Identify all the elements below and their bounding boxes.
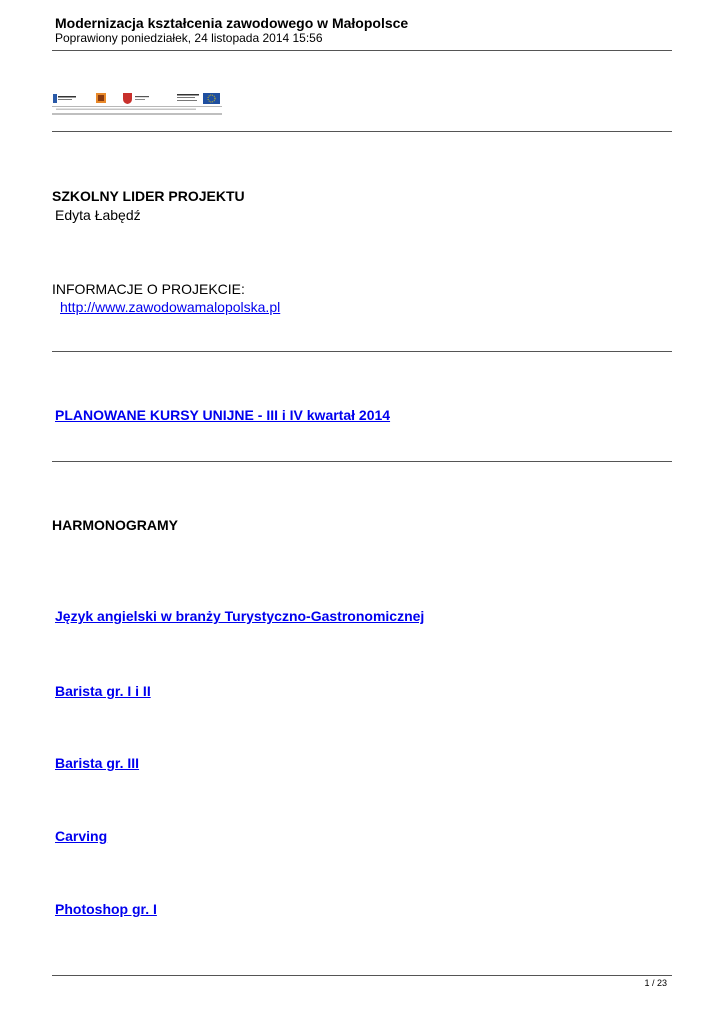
page-number: 1 / 23 bbox=[644, 978, 667, 988]
kapital-ludzki-logo bbox=[53, 94, 76, 103]
project-banner bbox=[52, 90, 222, 116]
planned-courses-link[interactable]: PLANOWANE KURSY UNIJNE - III i IV kwartał 2014 bbox=[55, 407, 391, 423]
banner-divider bbox=[52, 131, 672, 132]
schedule-link-barista-3[interactable]: Barista gr. III bbox=[55, 755, 140, 771]
schedule-link-barista-1-2[interactable]: Barista gr. I i II bbox=[55, 683, 151, 699]
eu-logo bbox=[177, 93, 220, 104]
last-updated: Poprawiony poniedziałek, 24 listopada 2014 15:56 bbox=[55, 31, 323, 45]
leader-heading: SZKOLNY LIDER PROJEKTU bbox=[52, 188, 245, 204]
project-website-link[interactable]: http://www.zawodowamalopolska.pl bbox=[60, 299, 281, 315]
malopolska-logo bbox=[96, 93, 106, 103]
header-divider bbox=[52, 50, 672, 51]
schedule-link-english[interactable]: Język angielski w branży Turystyczno-Gastronomicznej bbox=[55, 608, 425, 624]
document-title: Modernizacja kształcenia zawodowego w Małopolsce bbox=[55, 15, 409, 31]
info-divider bbox=[52, 351, 672, 352]
wojewodztwo-herb-logo bbox=[123, 93, 149, 104]
schedule-link-carving[interactable]: Carving bbox=[55, 828, 108, 844]
schedules-heading: HARMONOGRAMY bbox=[52, 517, 178, 533]
courses-divider bbox=[52, 461, 672, 462]
schedule-link-photoshop-1[interactable]: Photoshop gr. I bbox=[55, 901, 157, 917]
info-heading: INFORMACJE O PROJEKCIE: bbox=[52, 281, 245, 297]
footer-divider bbox=[52, 975, 672, 976]
leader-name: Edyta Łabędź bbox=[55, 207, 141, 223]
